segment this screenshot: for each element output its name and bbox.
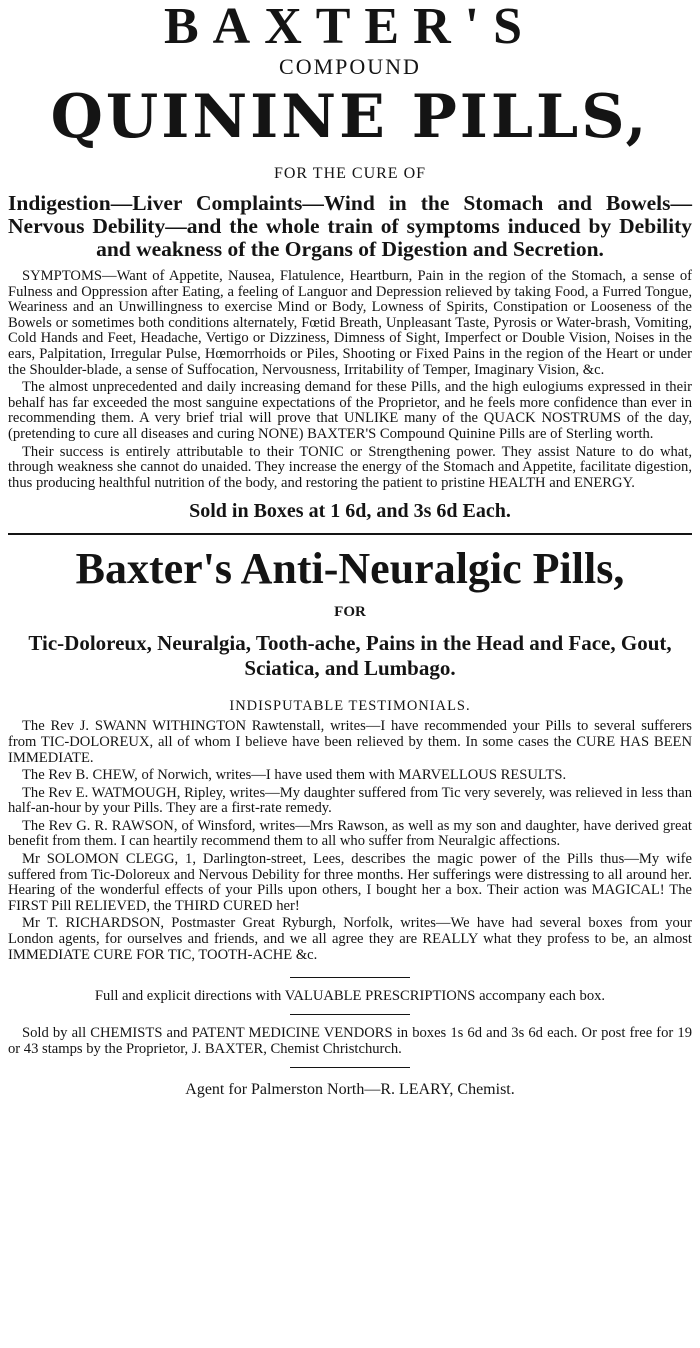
product-title-quinine: QUININE PILLS,: [50, 82, 650, 152]
testimonial: Mr SOLOMON CLEGG, 1, Darlington-street, Lees, describes the magic power of the Pills thus—My wife suffered from Tic-Doloreux and Nervous Debility for three months. Her sufferings were distressing to all around her. Hearing of the wonderful effects of your Pills upon others, I bought her a box. Their action was MAGICAL! The FIRST Pill RELIEVED, the THIRD CURED her!: [8, 851, 692, 914]
divider-short: [290, 1067, 410, 1068]
testimonial: The Rev B. CHEW, of Norwich, writes—I have used them with MARVELLOUS RESULTS.: [22, 767, 567, 784]
price-line: Sold in Boxes at 1 6d, and 3s 6d Each.: [189, 500, 511, 523]
product-title-anti-neuralgic: Baxter's Anti-Neuralgic Pills,: [75, 544, 625, 594]
symptoms-paragraph: SYMPTOMS—Want of Appetite, Nausea, Flatulence, Heartburn, Pain in the region of the Stomach, a sense of Fulness and Oppression after Eating, a feeling of Languor and Depression relieved by taking Food, a Furred Tongue, Weariness and an Unwillingness to exercise Mind or Body, Lowness of Spirits, Constipation or Looseness of the Bowels or sometimes both conditions alternately, Fœtid Breath, Unpleasant Taste, Pyrosis or Water-brash, Vomiting, Cold Hands and Feet, Headache, Vertigo or Dizziness, Dimness of Sight, Imperfect or Double Vision, Noises in the ears, Palpitation, Irregular Pulse, Hœmorrhoids or Piles, Shooting or Fixed Pains in the region of the Heart or under the Shoulder-blade, a sense of Suffocation, Nervousness, Irritability of Temper, Imaginary Vision, &c.: [8, 268, 692, 378]
divider-short: [290, 1014, 410, 1015]
success-paragraph: Their success is entirely attributable to their TONIC or Strengthening power. They assist Nature to do what, through weakness she cannot do unaided. They increase the energy of the Stomach and Appetite, facilitate digestion, thus producing healthful nutrition of the body, and restoring the patient to pristine HEALTH and ENERGY.: [8, 443, 692, 491]
digestion-ailments: Indigestion—Liver Complaints—Wind in the Stomach and Bowels—Nervous Debility—and the whole train of symptoms induced by Debility and weakness of the Organs of Digestion and Secretion.: [8, 191, 692, 261]
demand-paragraph: The almost unprecedented and daily increasing demand for these Pills, and the high eulogiums expressed in their behalf has far exceeded the most sanguine expectations of the Proprietor, and he feels more confidence than ever in recommending them. A very brief trial will prove that UNLIKE many of the QUACK NOSTRUMS of the day, (pretending to cure all diseases and curing NONE) BAXTER'S Compound Quinine Pills are of Sterling worth.: [8, 379, 692, 442]
agent-line: Agent for Palmerston North—R. LEARY, Chemist.: [185, 1081, 515, 1099]
directions-line: Full and explicit directions with VALUABLE PRESCRIPTIONS accompany each box.: [94, 988, 606, 1005]
for-cure-heading: FOR THE CURE OF: [273, 165, 427, 182]
testimonial: The Rev J. SWANN WITHINGTON Rawtenstall, writes—I have recommended your Pills to several sufferers from TIC-DOLOREUX, all of whom I believe have been relieved by them. In some cases the CURE HAS BEEN IMMEDIATE.: [8, 718, 692, 766]
testimonials-heading: INDISPUTABLE TESTIMONIALS.: [229, 698, 471, 715]
section-divider: [8, 533, 692, 535]
testimonials-list: [8, 719, 692, 963]
sold-by-paragraph: Sold by all CHEMISTS and PATENT MEDICINE VENDORS in boxes 1s 6d and 3s 6d each. Or post free for 19 or 43 stamps by the Proprietor, J. BAXTER, Chemist Christchurch.: [8, 1025, 692, 1058]
brand-title: BAXTER'S: [163, 0, 537, 55]
neuralgia-ailments: Tic-Doloreux, Neuralgia, Tooth-ache, Pains in the Head and Face, Gout, Sciatica, and Lumbago.: [28, 631, 672, 681]
compound-subtitle: COMPOUND: [279, 54, 421, 79]
testimonial: The Rev E. WATMOUGH, Ripley, writes—My daughter suffered from Tic very severely, was relieved in less than half-an-hour by your Pills. They are a first-rate remedy.: [8, 784, 692, 817]
for-heading: FOR: [334, 604, 366, 621]
divider-short: [290, 977, 410, 978]
testimonial: Mr T. RICHARDSON, Postmaster Great Ryburgh, Norfolk, writes—We have had several boxes from your London agents, for ourselves and friends, and we all agree they are REALLY what they profess to be, an almost IMMEDIATE CURE FOR TIC, TOOTH-ACHE &c.: [8, 915, 692, 963]
testimonial: The Rev G. R. RAWSON, of Winsford, writes—Mrs Rawson, as well as my son and daughter, have derived great benefit from them. I can heartily recommend them to all who suffer from Neuralgic affections.: [8, 817, 692, 850]
